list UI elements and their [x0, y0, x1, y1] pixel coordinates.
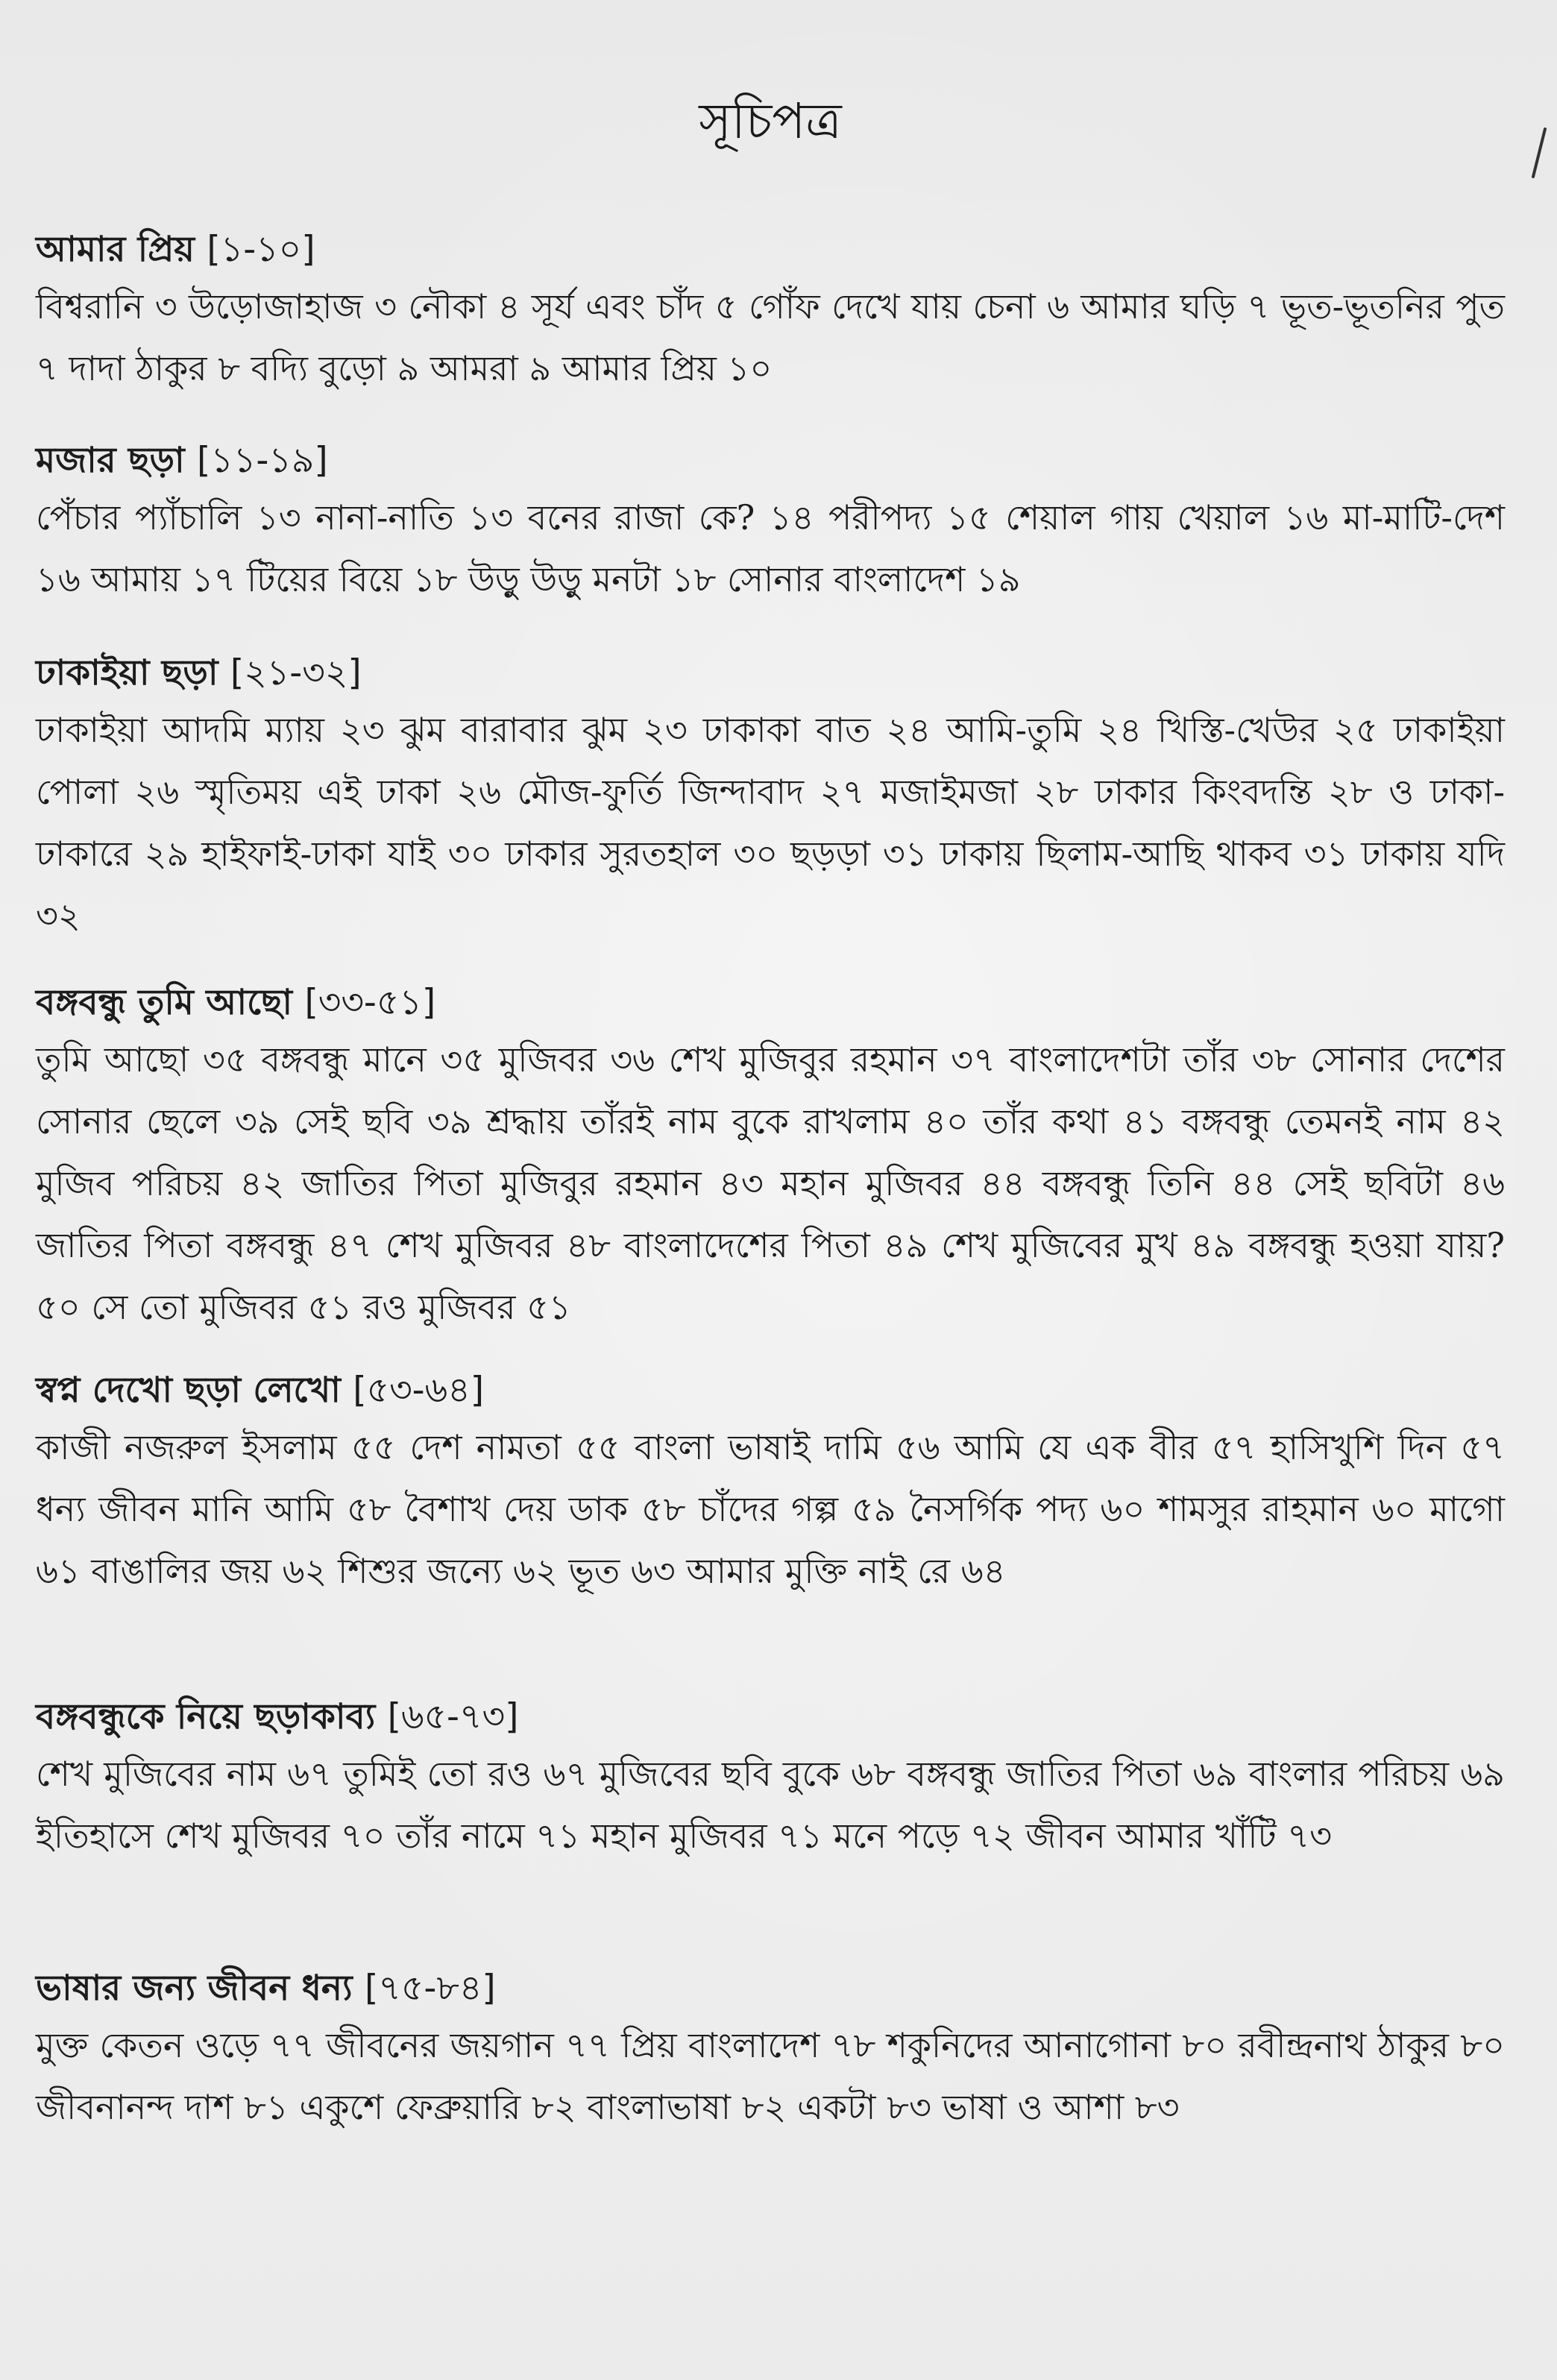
- section-page-range: [৬৫-৭৩]: [387, 1696, 519, 1737]
- section-heading: [36, 224, 1505, 276]
- section-title: বঙ্গবন্ধু তুমি আছো: [36, 982, 293, 1023]
- section-heading: [36, 977, 1505, 1029]
- section-page-range: [১১-১৯]: [197, 440, 328, 481]
- section-heading: [36, 1962, 1505, 2015]
- toc-section-bangabandhuke-niye: [36, 1691, 1505, 1867]
- section-entries: শেখ মুজিবের নাম ৬৭ তুমিই তো রও ৬৭ মুজিবের ছবি বুকে ৬৮ বঙ্গবন্ধু জাতির পিতা ৬৯ বাংলার পরিচয় ৬৯ ইতিহাসে শেখ মুজিবর ৭০ তাঁর নামে ৭১ মহান মুজিবর ৭১ মনে পড়ে ৭২ জীবন আমার খাঁটি ৭৩: [36, 1754, 1505, 1856]
- section-heading: [36, 647, 1505, 699]
- section-heading: [36, 1691, 1505, 1743]
- section-heading: [36, 435, 1505, 487]
- section-page-range: [১-১০]: [207, 229, 315, 270]
- section-entries: ঢাকাইয়া আদমি ম্যায় ২৩ ঝুম বারাবার ঝুম ২৩ ঢাকাকা বাত ২৪ আমি-তুমি ২৪ খিস্তি-খেউর ২৫ ঢাকাইয়া পোলা ২৬ স্মৃতিময় এই ঢাকা ২৬ মৌজ-ফুর্তি জিন্দাবাদ ২৭ মজাইমজা ২৮ ঢাকার কিংবদন্তি ২৮ ও ঢাকা-ঢাকারে ২৯ হাইফাই-ঢাকা যাই ৩০ ঢাকার সুরতহাল ৩০ ছড়ড়া ৩১ ঢাকায় ছিলাম-আছি থাকব ৩১ ঢাকায় যদি ৩২: [36, 710, 1505, 936]
- section-page-range: [৫৩-৬৪]: [353, 1370, 485, 1411]
- section-heading: [36, 1364, 1505, 1417]
- section-page-range: [৭৫-৮৪]: [364, 1968, 496, 2009]
- section-entries: বিশ্বরানি ৩ উড়োজাহাজ ৩ নৌকা ৪ সূর্য এবং চাঁদ ৫ গোঁফ দেখে যায় চেনা ৬ আমার ঘড়ি ৭ ভূত-ভূতনির পুত ৭ দাদা ঠাকুর ৮ বদ্যি বুড়ো ৯ আমরা ৯ আমার প্রিয় ১০: [36, 286, 1505, 388]
- toc-section-bangabandhu-tumi-achho: [36, 977, 1505, 1338]
- toc-section-mojar-chhora: [36, 435, 1505, 611]
- toc-section-bhashar-jonno: [36, 1962, 1505, 2138]
- section-entries: পেঁচার প্যাঁচালি ১৩ নানা-নাতি ১৩ বনের রাজা কে? ১৪ পরীপদ্য ১৫ শেয়াল গায় খেয়াল ১৬ মা-মাটি-দেশ ১৬ আমায় ১৭ টিয়ের বিয়ে ১৮ উড়ু উড়ু মনটা ১৮ সোনার বাংলাদেশ ১৯: [36, 497, 1505, 599]
- section-title: স্বপ্ন দেখো ছড়া লেখো: [36, 1370, 341, 1411]
- toc-section-swapno-dekho: [36, 1364, 1505, 1602]
- toc-section-dhakaiya-chhora: [36, 647, 1505, 947]
- section-entries: মুক্ত কেতন ওড়ে ৭৭ জীবনের জয়গান ৭৭ প্রিয় বাংলাদেশ ৭৮ শকুনিদের আনাগোনা ৮০ রবীন্দ্রনাথ ঠাকুর ৮০ জীবনানন্দ দাশ ৮১ একুশে ফেব্রুয়ারি ৮২ বাংলাভাষা ৮২ একটা ৮৩ ভাষা ও আশা ৮৩: [36, 2025, 1505, 2127]
- section-title: মজার ছড়া: [36, 440, 185, 481]
- pen-mark: [1532, 128, 1547, 179]
- page-title: সূচিপত্র: [699, 92, 842, 150]
- section-title: বঙ্গবন্ধুকে নিয়ে ছড়াকাব্য: [36, 1696, 376, 1737]
- section-page-range: [৩৩-৫১]: [304, 982, 436, 1023]
- toc-section-amar-priyo: [36, 224, 1505, 400]
- section-entries: তুমি আছো ৩৫ বঙ্গবন্ধু মানে ৩৫ মুজিবর ৩৬ শেখ মুজিবুর রহমান ৩৭ বাংলাদেশটা তাঁর ৩৮ সোনার দেশের সোনার ছেলে ৩৯ সেই ছবি ৩৯ শ্রদ্ধায় তাঁরই নাম বুকে রাখলাম ৪০ তাঁর কথা ৪১ বঙ্গবন্ধু তেমনই নাম ৪২ মুজিব পরিচয় ৪২ জাতির পিতা মুজিবুর রহমান ৪৩ মহান মুজিবর ৪৪ বঙ্গবন্ধু তিনি ৪৪ সেই ছবিটা ৪৬ জাতির পিতা বঙ্গবন্ধু ৪৭ শেখ মুজিবর ৪৮ বাংলাদেশের পিতা ৪৯ শেখ মুজিবের মুখ ৪৯ বঙ্গবন্ধু হওয়া যায়? ৫০ সে তো মুজিবর ৫১ রও মুজিবর ৫১: [36, 1039, 1505, 1327]
- section-title: ভাষার জন্য জীবন ধন্য: [36, 1968, 353, 2009]
- section-page-range: [২১-৩২]: [230, 652, 362, 693]
- section-entries: কাজী নজরুল ইসলাম ৫৫ দেশ নামতা ৫৫ বাংলা ভাষাই দামি ৫৬ আমি যে এক বীর ৫৭ হাসিখুশি দিন ৫৭ ধন্য জীবন মানি আমি ৫৮ বৈশাখ দেয় ডাক ৫৮ চাঁদের গল্প ৫৯ নৈসর্গিক পদ্য ৬০ শামসুর রাহমান ৬০ মাগো ৬১ বাঙালির জয় ৬২ শিশুর জন্যে ৬২ ভূত ৬৩ আমার মুক্তি নাই রে ৬৪: [36, 1427, 1505, 1591]
- section-title: ঢাকাইয়া ছড়া: [36, 652, 218, 693]
- section-title: আমার প্রিয়: [36, 229, 195, 270]
